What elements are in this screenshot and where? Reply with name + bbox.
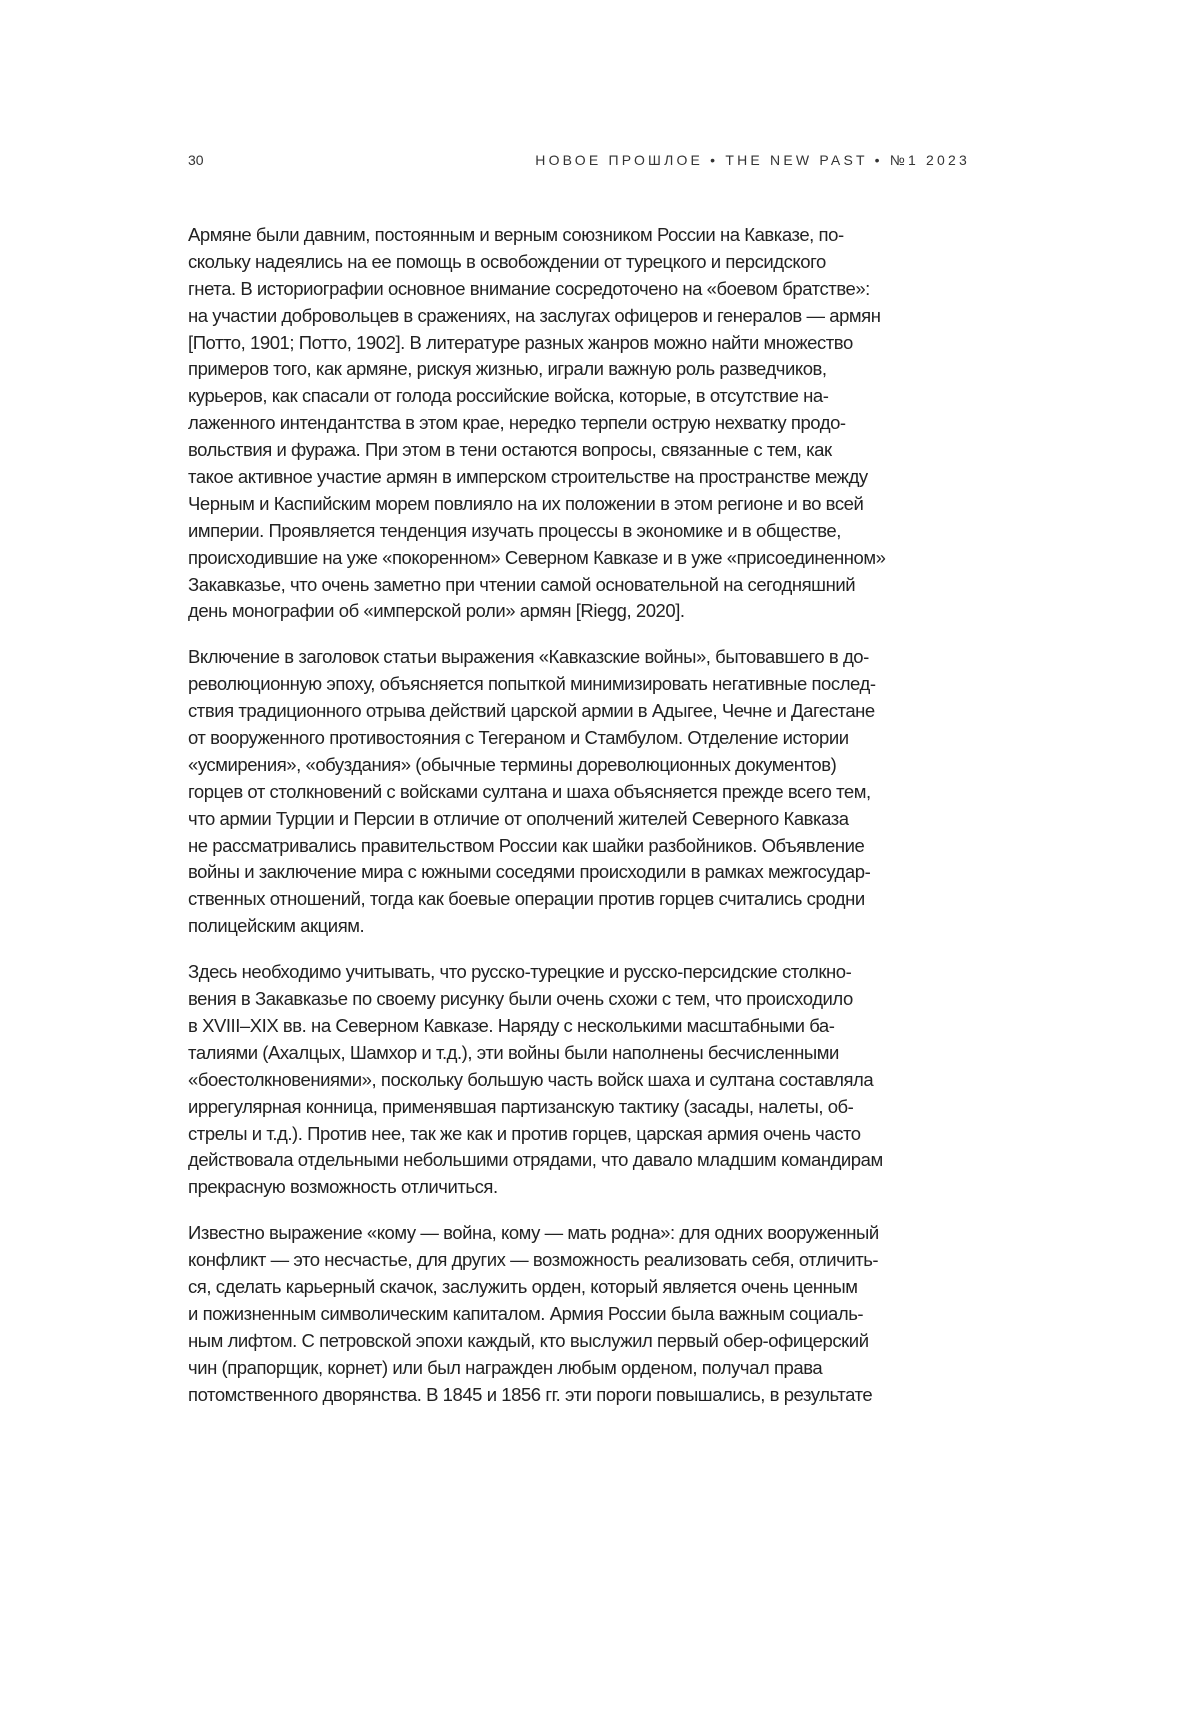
text-line: конфликт — это несчастье, для других — возможность реализовать себя, отличить- [188, 1247, 978, 1274]
text-line: горцев от столкновений с войсками султана и шаха объясняется прежде всего тем, [188, 779, 978, 806]
text-line: [Потто, 1901; Потто, 1902]. В литературе разных жанров можно найти множество [188, 330, 978, 357]
text-line: стрелы и т.д.). Против нее, так же как и против горцев, царская армия очень часто [188, 1121, 978, 1148]
text-line: ся, сделать карьерный скачок, заслужить орден, который является очень ценным [188, 1274, 978, 1301]
text-line: полицейским акциям. [188, 913, 978, 940]
text-line: курьеров, как спасали от голода российские войска, которые, в отсутствие на- [188, 383, 978, 410]
text-line: Черным и Каспийским морем повлияло на их положении в этом регионе и во всей [188, 491, 978, 518]
text-line: вольствия и фуража. При этом в тени остаются вопросы, связанные с тем, как [188, 437, 978, 464]
text-line: чин (прапорщик, корнет) или был награжден любым орденом, получал права [188, 1355, 978, 1382]
text-line: от вооруженного противостояния с Тегераном и Стамбулом. Отделение истории [188, 725, 978, 752]
text-line: действовала отдельными небольшими отрядами, что давало младшим командирам [188, 1147, 978, 1174]
running-header-journal-title: НОВОЕ ПРОШЛОЕ • THE NEW PAST • №1 2023 [535, 152, 970, 168]
text-line: «боестолкновениями», поскольку большую часть войск шаха и султана составляла [188, 1067, 978, 1094]
text-line: вения в Закавказье по своему рисунку были очень схожи с тем, что происходило [188, 986, 978, 1013]
text-line: Армяне были давним, постоянным и верным союзником России на Кавказе, по- [188, 222, 978, 249]
text-line: скольку надеялись на ее помощь в освобождении от турецкого и персидского [188, 249, 978, 276]
text-line: гнета. В историографии основное внимание сосредоточено на «боевом братстве»: [188, 276, 978, 303]
text-line: ствия традиционного отрыва действий царской армии в Адыгее, Чечне и Дагестане [188, 698, 978, 725]
text-line: войны и заключение мира с южными соседями происходили в рамках межгосудар- [188, 859, 978, 886]
text-line: не рассматривались правительством России как шайки разбойников. Объявление [188, 833, 978, 860]
text-line: и пожизненным символическим капиталом. Армия России была важным социаль- [188, 1301, 978, 1328]
text-line: Известно выражение «кому — война, кому — мать родна»: для одних вооруженный [188, 1220, 978, 1247]
text-line: что армии Турции и Персии в отличие от ополчений жителей Северного Кавказа [188, 806, 978, 833]
text-line: на участии добровольцев в сражениях, на заслугах офицеров и генералов — армян [188, 303, 978, 330]
text-line: «усмирения», «обуздания» (обычные термины дореволюционных документов) [188, 752, 978, 779]
text-line: ным лифтом. С петровской эпохи каждый, кто выслужил первый обер-офицерский [188, 1328, 978, 1355]
text-line: Здесь необходимо учитывать, что русско-турецкие и русско-персидские столкно- [188, 959, 978, 986]
text-line: такое активное участие армян в имперском строительстве на пространстве между [188, 464, 978, 491]
paragraph [188, 644, 978, 940]
text-line: революционную эпоху, объясняется попыткой минимизировать негативные послед- [188, 671, 978, 698]
text-line: происходившие на уже «покоренном» Северном Кавказе и в уже «присоединенном» [188, 545, 978, 572]
page-number: 30 [188, 152, 204, 168]
paragraph [188, 222, 978, 625]
article-body [188, 222, 978, 1427]
text-line: в XVIII–XIX вв. на Северном Кавказе. Наряду с несколькими масштабными ба- [188, 1013, 978, 1040]
paragraph [188, 1220, 978, 1408]
text-line: империи. Проявляется тенденция изучать процессы в экономике и в обществе, [188, 518, 978, 545]
text-line: талиями (Ахалцых, Шамхор и т.д.), эти войны были наполнены бесчисленными [188, 1040, 978, 1067]
text-line: Закавказье, что очень заметно при чтении самой основательной на сегодняшний [188, 572, 978, 599]
text-line: день монографии об «имперской роли» армян [Riegg, 2020]. [188, 598, 978, 625]
text-line: лаженного интендантства в этом крае, нередко терпели острую нехватку продо- [188, 410, 978, 437]
text-line: Включение в заголовок статьи выражения «Кавказские войны», бытовавшего в до- [188, 644, 978, 671]
text-line: примеров того, как армяне, рискуя жизнью, играли важную роль разведчиков, [188, 356, 978, 383]
text-line: ственных отношений, тогда как боевые операции против горцев считались сродни [188, 886, 978, 913]
text-line: потомственного дворянства. В 1845 и 1856 гг. эти пороги повышались, в результате [188, 1382, 978, 1409]
text-line: иррегулярная конница, применявшая партизанскую тактику (засады, налеты, об- [188, 1094, 978, 1121]
paragraph [188, 959, 978, 1201]
text-line: прекрасную возможность отличиться. [188, 1174, 978, 1201]
